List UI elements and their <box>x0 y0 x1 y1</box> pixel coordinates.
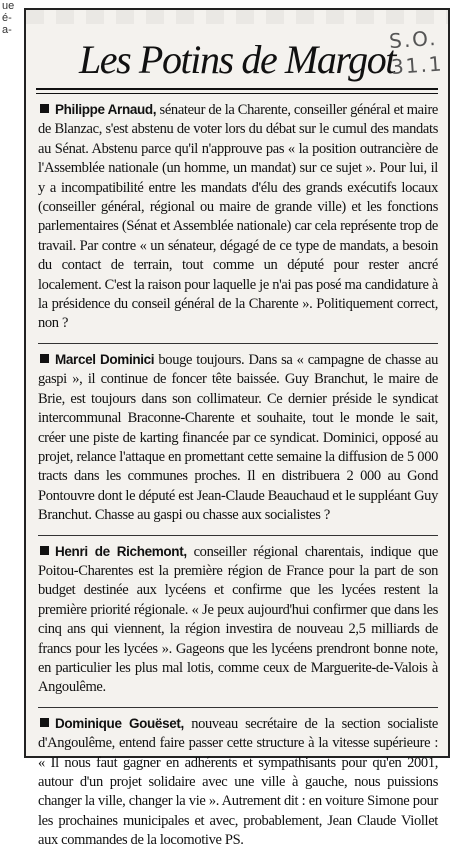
gossip-item <box>38 714 438 856</box>
item-name: Philippe Arnaud, <box>55 102 157 117</box>
item-divider <box>38 343 438 344</box>
square-bullet-icon <box>40 718 49 727</box>
torn-edge <box>26 10 448 24</box>
handwritten-note <box>388 24 451 80</box>
item-text: bouge toujours. Dans sa « campagne de chasse au gaspi », il continue de foncer tête baissée. Guy Branchut, le maire de Brie, est toujours dans son collimateur. Ce dernier préside le syndicat intercommunal Braconne-Charente et souhaite, tout le monde le sait, créer une piste de karting financée par ce syndicat. Dominici, opposé au projet, relance l'attaque en promettant cette semaine la diffusion de 5 000 tracts dans les communes proches. Il en distribuera 2 000 au Gond Pontouvre dont le député est Jean-Claude Beauchaud et le suppléant Guy Branchut. Chasse au gaspi ou chasse aux socialistes ? <box>38 351 439 524</box>
square-bullet-icon <box>40 546 49 555</box>
fragment-line: a- <box>2 24 12 36</box>
fragment-line: ue <box>2 0 15 12</box>
item-name: Marcel Dominici <box>55 351 155 367</box>
handwritten-line: 31.1 <box>390 51 445 80</box>
gossip-items <box>38 100 438 856</box>
title-rule <box>36 88 438 94</box>
handwritten-line: S.O. <box>388 25 439 54</box>
column-title: Les Potins de Margot <box>78 37 396 82</box>
item-divider <box>38 707 438 708</box>
square-bullet-icon <box>40 354 49 363</box>
square-bullet-icon <box>40 104 49 113</box>
item-name: Henri de Richemont, <box>55 543 187 559</box>
item-text: sénateur de la Charente, conseiller général et maire de Blanzac, s'est abstenu de voter lors du débat sur le cumul des mandats au Sénat. Abstenu parce qu'il n'approuve pas « la position outrancière de l'Assemblée nationale (un homme, un mandat) sur ce sujet ». Pour lui, il y a incompatibilité entre les mandats d'élu des grands exécutifs locaux (conseiller général, régional ou maire de grande ville) et les fonctions parlementaires (Sénat et Assemblée nationale) car cela représente trop de travail. Par contre « un sénateur, dégagé de ce type de mandats, a besoin du contact de terrain, tout comme un député pour rester ancré localement. C'est la raison pour laquelle je n'ai pas posé ma candidature à la présidence du conseil général de la Charente ». Politiquement correct, non ? <box>38 102 439 332</box>
gossip-item <box>38 350 438 531</box>
gossip-item <box>38 542 438 703</box>
newspaper-clipping <box>24 8 450 849</box>
adjacent-column-fragment <box>2 0 14 36</box>
gossip-item <box>38 100 438 339</box>
item-text: conseiller régional charentais, indique que Poitou-Charentes est la première région de France pour la part de son budget destinée aux lycéens et confirme que les lycées restent la première priorité régionale. « Je peux aujourd'hui confirmer que dans les cinq ans qui viennent, la région investira de nouveau 2,5 milliards de francs pour les lycées ». Gageons que les lycéens prendront bonne note, en particulier les plus mal lotis, comme ceux de Marguerite-de-Valois à Angoulême. <box>38 543 438 696</box>
item-name: Dominique Gouëset, <box>55 715 184 731</box>
fragment-line: é- <box>2 12 12 24</box>
item-divider <box>38 535 438 536</box>
item-text: nouveau secrétaire de la section socialiste d'Angoulême, entend faire passer cette structure à la vitesse supérieure : « Il nous faut gagner en adhérents et sympathisants pour qu'en 2001, autour d'un projet solidaire avec une ville à gauche, nous puissions changer la ville, changer la vie ». Autrement dit : en voiture Simone pour les prochaines municipales et avec, probablement, Jean Claude Viollet aux commandes de la locomotive PS. <box>38 715 439 849</box>
